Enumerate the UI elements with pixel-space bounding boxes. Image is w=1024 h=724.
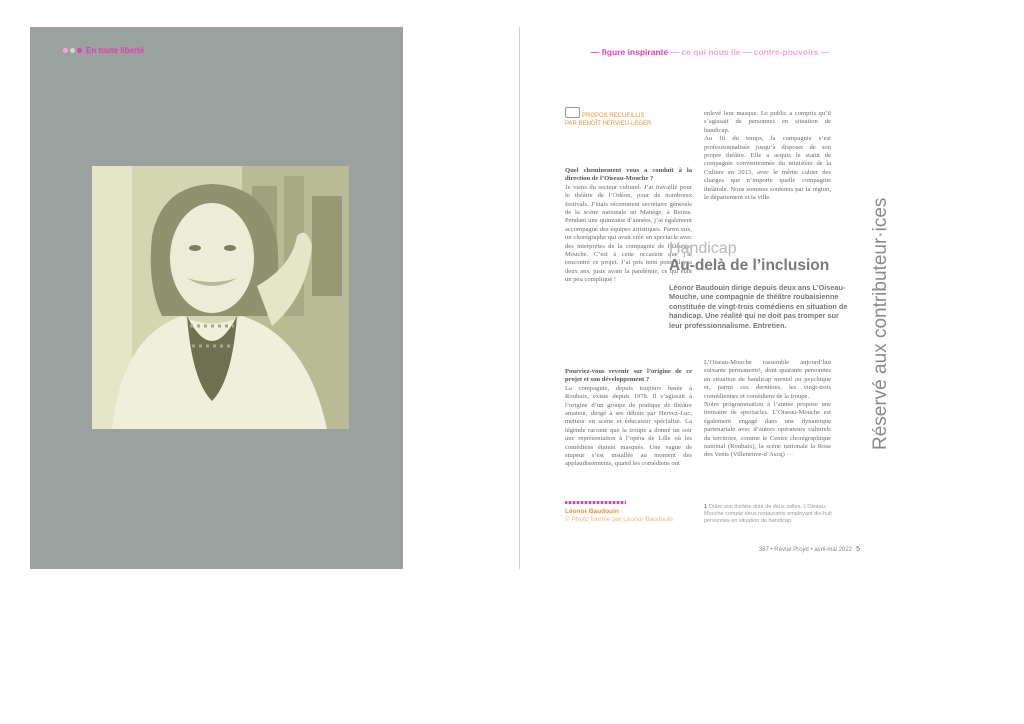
nav-active[interactable]: — figure inspirante <box>590 47 669 57</box>
footnote-text: Outre son théâtre doté de deux salles, L’Oiseau-Mouche compte deux restaurants employant dix-huit personnes en situation de handicap. <box>704 504 832 524</box>
footnote <box>704 504 844 524</box>
article-title <box>669 240 859 275</box>
issue-info: 387 • Revue Projet • avril-mai 2022 <box>758 547 853 553</box>
column-c <box>704 359 831 460</box>
column-b-para-2: Au fil du temps, la compagnie s’est professionnalisée jusqu’à disposer de son propre théâtre. Elle a acquis le statut de compagnie conventionnée du ministère de la Culture en 2013, avec le même cahier des charges que n’importe quelle compagnie théâtrale. Nous sommes soutenus par la région, le département et la ville. <box>704 135 831 202</box>
title-small: Handicap <box>669 240 737 257</box>
column-b-para-1: enlevé leur masque. Le public a compris qu’il s’agissait de personnes en situation de handicap. <box>704 110 831 134</box>
byline <box>565 107 651 128</box>
column-b <box>704 110 831 202</box>
column-c-para-2 <box>704 401 831 460</box>
continue-ellipsis: ··· <box>786 451 794 459</box>
reserved-vertical-text: Réservé aux contributeur·ices <box>870 197 891 450</box>
column-a-bottom <box>565 368 692 469</box>
byline-line1: PROPOS RECUEILLIS <box>582 113 645 119</box>
left-page <box>30 27 403 569</box>
nav-rest[interactable]: — ce qui nous lie — contre-pouvoirs — <box>668 47 830 57</box>
photo-caption <box>565 501 673 524</box>
page-footer <box>745 546 860 553</box>
kicker-label: En toute liberté <box>86 46 145 55</box>
section-kicker <box>63 46 144 55</box>
kicker-dot-1 <box>63 48 68 53</box>
answer-1: Je viens du secteur culturel. J’ai travaillé pour le théâtre de l’Odéon, pour de nombreux festivals. J’étais récemment secrétaire générale de la scène nationale au Manège, à Reims. Pendant une quinzaine d’années, j’ai également accompagné des équipes artistiques. Parmi eux, un chorégraphe qui avait créé un spectacle avec des interprètes de la compagnie de l’Oiseau-Mouche. C’est à cette occasion que j’ai rencontré ce projet. J’ai pris mon poste il y a deux ans, juste avant la pandémie, ce qui était un peu compliqué ! <box>565 183 692 284</box>
caption-name: Léonor Baudouin <box>565 508 619 515</box>
page-number: 5 <box>856 546 860 553</box>
question-1: Quel cheminement vous a conduit à la direction de l’Oiseau-Mouche ? <box>565 167 692 183</box>
caption-rule <box>565 501 626 504</box>
answer-2: La compagnie, depuis toujours basée à Roubaix, existe depuis 1978. Il s’agissait à l’origine d’un groupe de pratique de théâtre amateur, dirigé à ses débuts par Hervez-Luc, metteur en scène et éducateur spécialisé. La légende raconte que la troupe a donné un soir une représentation à l’opéra de Lille où les comédiens étaient masqués. Une vague de stupeur s’est installée au moment des applaudissements, quand les comédiens ont <box>565 384 692 468</box>
portrait-photo <box>92 166 349 429</box>
caption-credit: © Photo fournie par Léonor Baudouin <box>565 516 673 523</box>
page-divider <box>519 27 520 569</box>
portrait-illustration <box>92 166 349 429</box>
question-2: Pourriez-vous revenir sur l’origine de ce projet et son développement ? <box>565 368 692 384</box>
kicker-dot-2 <box>70 48 75 53</box>
article-lead: Léonor Baudouin dirige depuis deux ans L’Oiseau-Mouche, une compagnie de théâtre roubaisienne constituée de vingt-trois comédiens en situation de handicap. Une réalité qui ne doit pas tromper sur leur professionnalisme. Entretien. <box>669 283 848 330</box>
footnote-number: 1 <box>704 504 708 510</box>
column-c-para-2-text: Notre programmation à l’année propose une trentaine de spectacles. L’Oiseau-Mouche est également engagé dans une dynamique partenariale avec d’autres opérateurs culturels du territoire, comme le Centre chorégraphique national (Roubaix), la scène nationale la Rose des Vents (Villeneuve-d’Ascq) <box>704 401 831 459</box>
title-big: Au-delà de l’inclusion <box>669 257 830 274</box>
microphone-icon <box>565 107 580 118</box>
section-nav <box>560 47 860 57</box>
kicker-dot-3 <box>77 48 82 53</box>
byline-line2: PAR BENOÎT HERVIEU-LÉGER <box>565 121 652 127</box>
column-c-para-1: L’Oiseau-Mouche rassemble aujourd’hui soixante permanents¹, dont quarante personnes en situation de handicap mental ou psychique et, parmi ces dernières, les vingt-trois comédiennes et comédiens de la troupe. <box>704 359 831 400</box>
